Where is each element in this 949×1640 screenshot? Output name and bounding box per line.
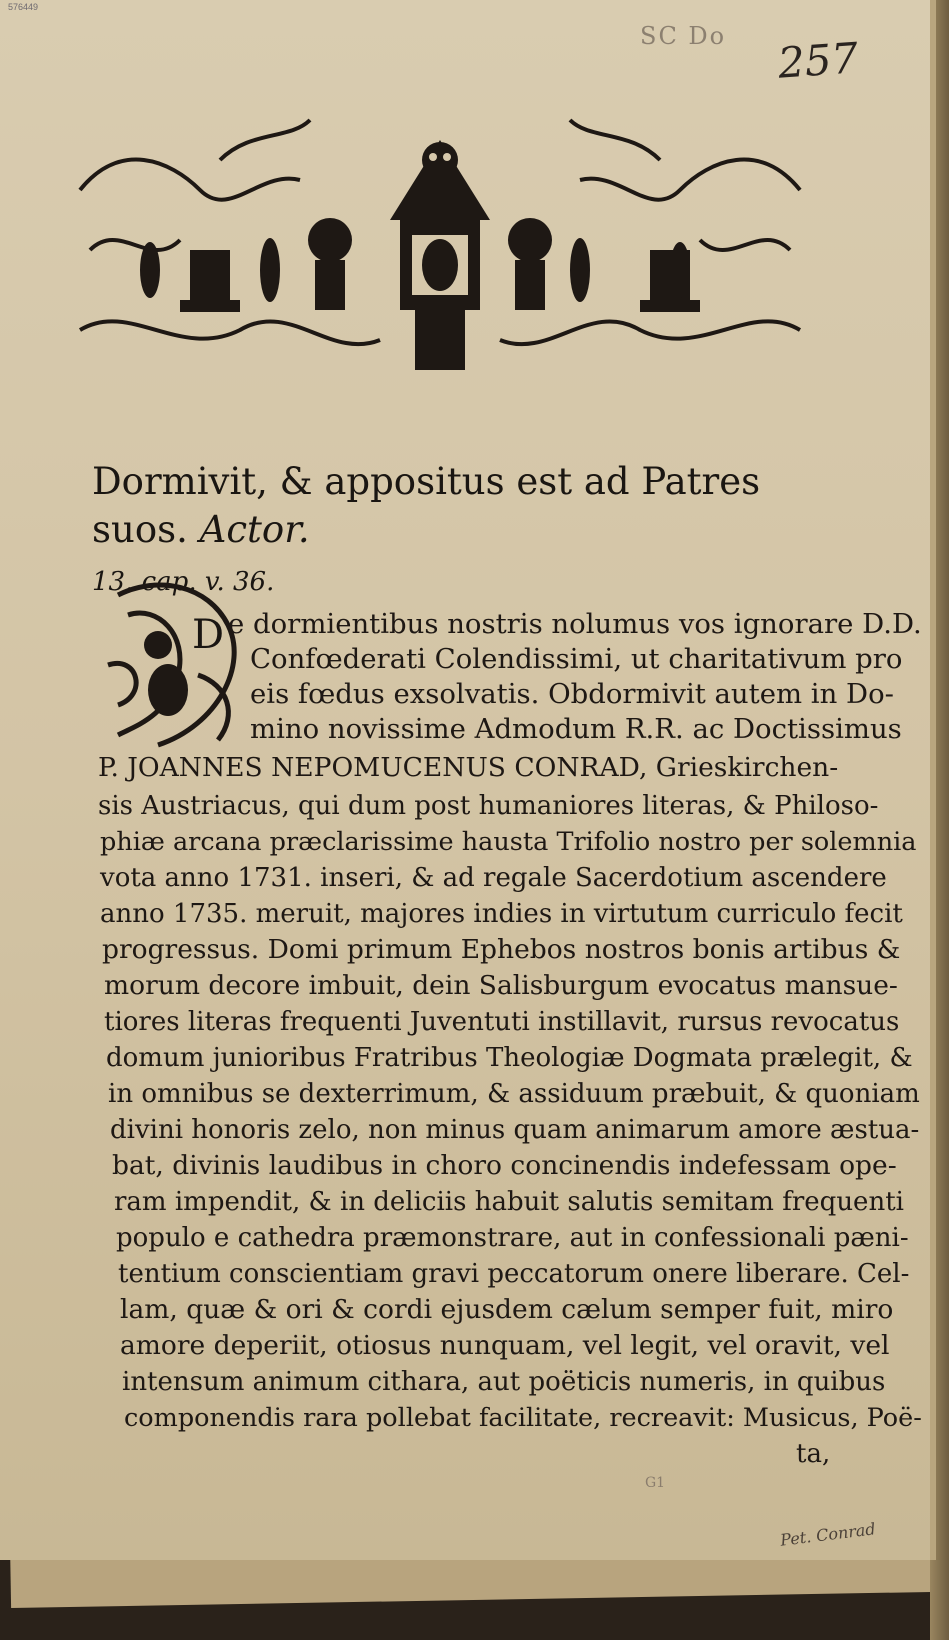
body-line: anno 1735. meruit, majores indies in virtutum curriculo fecit — [100, 899, 903, 929]
running-mark: SC Do — [640, 22, 727, 50]
body-line: morum decore imbuit, dein Salisburgum evocatus mansue- — [104, 970, 898, 1001]
body-line: bat, divinis laudibus in choro concinendis indefessam ope- — [112, 1150, 897, 1181]
body-line: componendis rara pollebat facilitate, recreavit: Musicus, Poë- — [124, 1403, 922, 1433]
heading-text: Dormivit, & appositus est ad Patres suos. — [92, 460, 761, 551]
body-line: P. JOANNES NEPOMUCENUS CONRAD, Grieskirchen- — [98, 752, 839, 783]
scripture-reference-line2: 13. cap. v. 36. — [92, 567, 275, 597]
handwritten-note: Pet. Conrad — [779, 1519, 877, 1550]
body-line: divini honoris zelo, non minus quam animarum amore æstua- — [110, 1115, 920, 1145]
body-line: progressus. Domi primum Ephebos nostros bonis artibus & — [102, 934, 901, 965]
body-line: mino novissime Admodum R.R. ac Doctissimus — [250, 713, 902, 745]
body-line: vota anno 1731. inseri, & ad regale Sacerdotium ascendere — [100, 863, 887, 893]
body-line: tiores literas frequenti Juventuti instillavit, rursus revocatus — [104, 1007, 900, 1037]
body-line: populo e cathedra præmonstrare, aut in confessionali pæni- — [116, 1223, 909, 1253]
body-line: intensum animum cithara, aut poëticis numeris, in quibus — [122, 1367, 886, 1397]
body-line: lam, quæ & ori & cordi ejusdem cælum semper fuit, miro — [120, 1294, 894, 1325]
body-line: ram impendit, & in deliciis habuit salutis semitam frequenti — [114, 1187, 904, 1217]
body-line: Confœderati Colendissimi, ut charitativum pro — [250, 643, 903, 675]
body-line: eis fœdus exsolvatis. Obdormivit autem in Do- — [250, 678, 894, 710]
body-line: in omnibus se dexterrimum, & assiduum præbuit, & quoniam — [108, 1079, 920, 1109]
folio-number: 257 — [776, 33, 860, 88]
body-line: e dormientibus nostris nolumus vos ignorare D.D. — [228, 608, 922, 640]
archive-stamp: 576449 — [8, 2, 39, 12]
drop-cap-letter: D — [192, 612, 225, 658]
body-line: tentium conscientiam gravi peccatorum onere liberare. Cel- — [118, 1259, 910, 1289]
body-line: sis Austriacus, qui dum post humaniores literas, & Philoso- — [98, 791, 879, 821]
body-line: phiæ arcana præclarissime hausta Trifolio nostro per solemnia — [100, 827, 917, 857]
scripture-reference: Actor. — [199, 508, 310, 551]
catchword: ta, — [796, 1439, 831, 1469]
signature-mark: G1 — [645, 1475, 666, 1491]
body-line: amore deperiit, otiosus nunquam, vel legit, vel oravit, vel — [120, 1330, 890, 1361]
body-line: domum junioribus Fratribus Theologiæ Dogmata prælegit, & — [106, 1043, 913, 1073]
